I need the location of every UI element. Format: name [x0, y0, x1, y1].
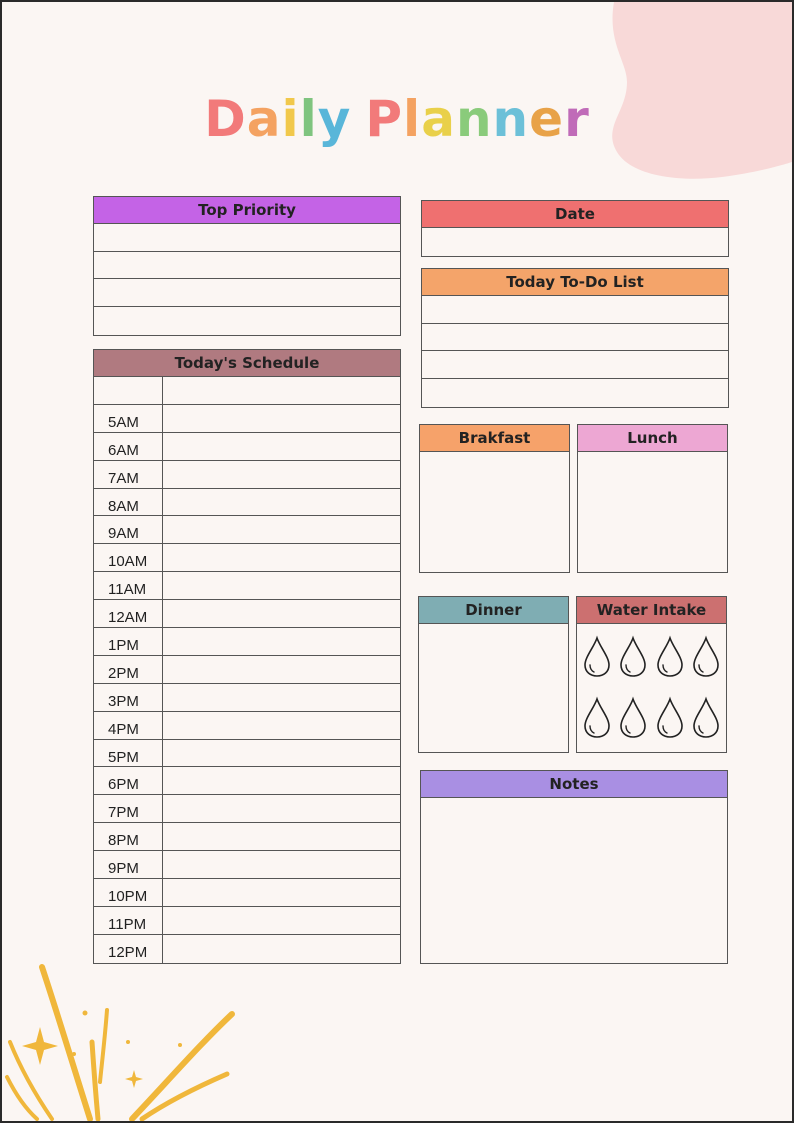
- schedule-box: [93, 349, 401, 964]
- schedule-slot[interactable]: [163, 516, 400, 543]
- schedule-slot[interactable]: [163, 935, 400, 963]
- schedule-row: [94, 544, 400, 572]
- schedule-slot[interactable]: [163, 544, 400, 571]
- schedule-slot[interactable]: [163, 767, 400, 794]
- todo-header: Today To-Do List: [422, 269, 728, 296]
- schedule-rows: [94, 377, 400, 963]
- priority-line[interactable]: [94, 252, 400, 280]
- title-letter: [351, 90, 365, 148]
- schedule-time: 11AM: [94, 572, 163, 599]
- lunch-header: Lunch: [578, 425, 727, 452]
- water-drops-grid: [577, 624, 726, 750]
- schedule-row: [94, 405, 400, 433]
- schedule-time: 9AM: [94, 516, 163, 543]
- schedule-slot[interactable]: [163, 823, 400, 850]
- top-priority-header: Top Priority: [94, 197, 400, 224]
- schedule-time: 7AM: [94, 461, 163, 488]
- title-letter: D: [204, 90, 247, 148]
- schedule-time: 1PM: [94, 628, 163, 655]
- priority-line[interactable]: [94, 224, 400, 252]
- schedule-slot[interactable]: [163, 600, 400, 627]
- schedule-row: [94, 851, 400, 879]
- water-drop-icon[interactable]: [615, 626, 651, 687]
- water-intake-header: Water Intake: [577, 597, 726, 624]
- schedule-row: [94, 684, 400, 712]
- water-drop-icon[interactable]: [579, 626, 615, 687]
- schedule-slot[interactable]: [163, 851, 400, 878]
- date-box: [421, 200, 729, 257]
- todo-line[interactable]: [422, 379, 728, 407]
- title-letter: a: [246, 90, 282, 148]
- schedule-time: 5PM: [94, 740, 163, 767]
- notes-header: Notes: [421, 771, 727, 798]
- schedule-time: 4PM: [94, 712, 163, 739]
- schedule-row: [94, 879, 400, 907]
- priority-line[interactable]: [94, 307, 400, 335]
- title-letter: i: [281, 90, 300, 148]
- dinner-area[interactable]: [419, 624, 568, 752]
- schedule-slot[interactable]: [163, 628, 400, 655]
- schedule-row: [94, 795, 400, 823]
- schedule-row: [94, 377, 400, 405]
- schedule-slot[interactable]: [163, 879, 400, 906]
- water-drop-icon[interactable]: [615, 687, 651, 748]
- title-letter: y: [317, 90, 352, 148]
- schedule-time: 7PM: [94, 795, 163, 822]
- schedule-slot[interactable]: [163, 740, 400, 767]
- schedule-row: [94, 516, 400, 544]
- water-drop-icon[interactable]: [579, 687, 615, 748]
- breakfast-area[interactable]: [420, 452, 569, 572]
- schedule-slot[interactable]: [163, 572, 400, 599]
- water-drop-icon[interactable]: [652, 687, 688, 748]
- schedule-time: 9PM: [94, 851, 163, 878]
- title-letter: n: [455, 90, 493, 148]
- water-drop-icon[interactable]: [652, 626, 688, 687]
- top-priority-box: [93, 196, 401, 336]
- schedule-row: [94, 712, 400, 740]
- schedule-row: [94, 628, 400, 656]
- schedule-time: 2PM: [94, 656, 163, 683]
- schedule-slot[interactable]: [163, 377, 400, 404]
- schedule-time: 3PM: [94, 684, 163, 711]
- schedule-time: 6PM: [94, 767, 163, 794]
- schedule-time: [94, 377, 163, 404]
- todo-line[interactable]: [422, 296, 728, 324]
- schedule-time: 6AM: [94, 433, 163, 460]
- schedule-row: [94, 489, 400, 517]
- title-letter: l: [299, 90, 318, 148]
- water-intake-box: [576, 596, 727, 753]
- schedule-row: [94, 572, 400, 600]
- todo-line[interactable]: [422, 324, 728, 352]
- schedule-header: Today's Schedule: [94, 350, 400, 377]
- schedule-row: [94, 907, 400, 935]
- title-letter: P: [365, 90, 404, 148]
- date-field[interactable]: [422, 228, 728, 255]
- schedule-row: [94, 767, 400, 795]
- schedule-slot[interactable]: [163, 712, 400, 739]
- title-letter: r: [564, 90, 590, 148]
- todo-box: [421, 268, 729, 408]
- schedule-slot[interactable]: [163, 405, 400, 432]
- dinner-box: [418, 596, 569, 753]
- schedule-slot[interactable]: [163, 656, 400, 683]
- schedule-slot[interactable]: [163, 461, 400, 488]
- schedule-time: 12AM: [94, 600, 163, 627]
- schedule-row: [94, 461, 400, 489]
- schedule-slot[interactable]: [163, 795, 400, 822]
- date-header: Date: [422, 201, 728, 228]
- schedule-time: 10AM: [94, 544, 163, 571]
- schedule-time: 5AM: [94, 405, 163, 432]
- schedule-row: [94, 740, 400, 768]
- schedule-row: [94, 433, 400, 461]
- title-letter: a: [421, 90, 456, 148]
- schedule-time: 12PM: [94, 935, 163, 963]
- notes-box: [420, 770, 728, 964]
- schedule-row: [94, 656, 400, 684]
- title-letter: n: [492, 90, 530, 148]
- page-title: [2, 90, 792, 148]
- breakfast-header: Brakfast: [420, 425, 569, 452]
- breakfast-box: [419, 424, 570, 573]
- schedule-time: 11PM: [94, 907, 163, 934]
- schedule-slot[interactable]: [163, 433, 400, 460]
- schedule-time: 10PM: [94, 879, 163, 906]
- todo-line[interactable]: [422, 351, 728, 379]
- notes-area[interactable]: [421, 798, 727, 963]
- schedule-slot[interactable]: [163, 684, 400, 711]
- schedule-slot[interactable]: [163, 907, 400, 934]
- priority-line[interactable]: [94, 279, 400, 307]
- schedule-row: [94, 935, 400, 963]
- schedule-time: 8PM: [94, 823, 163, 850]
- lunch-box: [577, 424, 728, 573]
- dinner-header: Dinner: [419, 597, 568, 624]
- title-letter: e: [529, 90, 565, 148]
- title-letter: l: [403, 90, 422, 148]
- lunch-area[interactable]: [578, 452, 727, 572]
- schedule-slot[interactable]: [163, 489, 400, 516]
- water-drop-icon[interactable]: [688, 626, 724, 687]
- schedule-row: [94, 600, 400, 628]
- schedule-row: [94, 823, 400, 851]
- water-drop-icon[interactable]: [688, 687, 724, 748]
- schedule-time: 8AM: [94, 489, 163, 516]
